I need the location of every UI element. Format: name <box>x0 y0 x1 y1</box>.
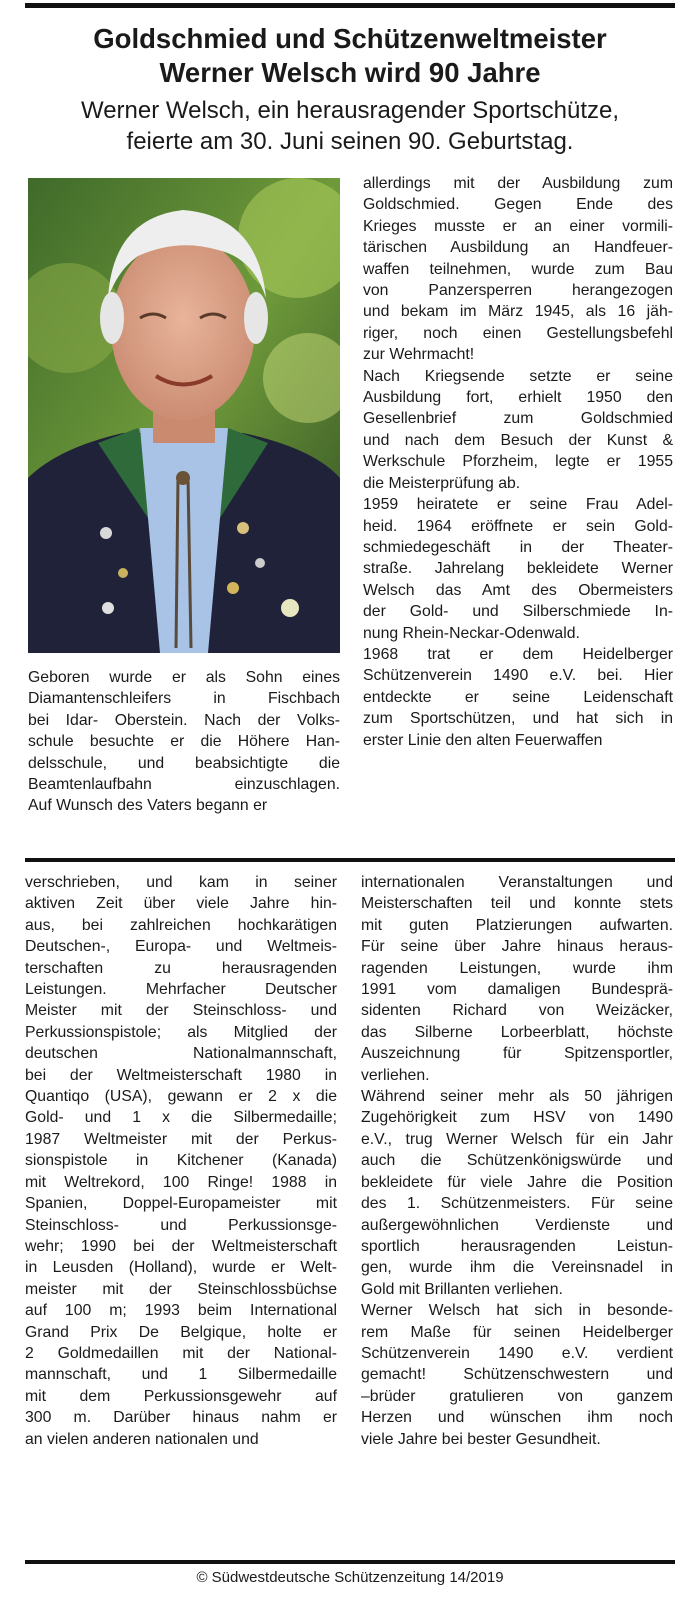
text-line: gen, wurde ihm die Vereinsnadel in <box>361 1259 673 1277</box>
text-line: Steinschloss- und Perkussionsge- <box>25 1216 337 1234</box>
text-line: die Meisterprüfung ab. <box>363 474 521 492</box>
subtitle-line-2: feierte am 30. Juni seinen 90. Geburtstag. <box>126 128 574 155</box>
text-line: Beamtenlaufbahn einzuschlagen. <box>28 776 340 794</box>
text-line: Gesellenbrief zum Goldschmied <box>363 410 673 428</box>
text-line: außergewöhnlichen Verdienste und <box>361 1216 673 1234</box>
text-line: bei Idar- Oberstein. Nach der Volks- <box>28 711 340 729</box>
text-line: Nach Kriegsende setzte er seine <box>363 367 673 385</box>
text-line: sidenten Richard von Weizäcker, <box>361 1002 673 1020</box>
subtitle-line-1: Werner Welsch, ein herausragender Sportschütze, <box>80 97 620 124</box>
text-line: viele Jahre bei bester Gesundheit. <box>361 1430 601 1448</box>
text-line: des 1. Schützenmeisters. Für seine <box>361 1195 673 1213</box>
text-line: Welsch das Amt des Obermeisters <box>363 581 673 599</box>
text-line: straße. Jahrelang bekleidete Werner <box>363 560 673 578</box>
column-1 <box>28 667 340 817</box>
text-line: ragenden Leistungen, wurde ihm <box>361 959 673 977</box>
article-title <box>25 22 675 90</box>
text-line: wehr; 1990 bei der Weltmeisterschaft <box>25 1237 337 1255</box>
text-line: Gold mit Brillanten verliehen. <box>361 1280 563 1298</box>
text-line: Schützenverein 1490 e.V. verdient <box>361 1344 673 1362</box>
text-line: Quantiqo (USA), gewann er 2 x die <box>25 1088 337 1106</box>
text-line: aktiven Zeit über viele Jahre hin- <box>25 895 337 913</box>
text-line: rem Maße für seinen Heidelberger <box>361 1323 673 1341</box>
text-line: der Gold- und Silberschmiede In- <box>363 603 673 621</box>
article-subtitle <box>25 95 675 157</box>
text-line: Schützenverein 1490 e.V. bei. Hier <box>363 667 673 685</box>
text-line: von Panzersperren herangezogen <box>363 282 673 300</box>
top-rule <box>25 3 675 8</box>
text-line: 1987 Weltmeister mit der Perkus- <box>25 1130 337 1148</box>
text-line: bei der Weltmeisterschaft 1980 in <box>25 1066 337 1084</box>
text-line: Spanien, Doppel-Europameister mit <box>25 1195 337 1213</box>
text-line: an vielen anderen nationalen und <box>25 1430 259 1448</box>
text-line: Geboren wurde er als Sohn eines <box>28 669 340 686</box>
text-line: erster Linie den alten Feuerwaffen <box>363 731 603 749</box>
text-line: und nach dem Besuch der Kunst & <box>363 431 673 449</box>
text-line: mit dem Perkussionsgewehr auf <box>25 1387 337 1405</box>
text-line: 2 Goldmedaillen mit der National- <box>25 1344 337 1362</box>
text-line: delsschule, und beabsichtigte die <box>28 754 340 772</box>
text-line: auf 100 m; 1993 beim International <box>25 1302 337 1320</box>
text-line: Auszeichnung für Spitzensportler, <box>361 1045 673 1063</box>
text-line: Diamantenschleifers in Fischbach <box>28 690 340 708</box>
text-line: Herzen und wünschen ihm noch <box>361 1409 673 1427</box>
text-line: Perkussionspistole; als Mitglied der <box>25 1023 337 1041</box>
column-4 <box>361 872 673 1450</box>
text-line: zur Wehrmacht! <box>363 346 475 364</box>
text-line: und bekam im März 1945, als 16 jäh- <box>363 303 673 321</box>
section-divider <box>25 858 675 862</box>
text-line: Auf Wunsch des Vaters begann er <box>28 797 268 815</box>
text-line: bekleidete für viele Jahre die Position <box>361 1173 673 1191</box>
text-line: verliehen. <box>361 1066 430 1084</box>
text-line: das Silberne Lorbeerblatt, höchste <box>361 1023 673 1041</box>
column-2 <box>363 173 673 751</box>
text-line: mannschaft, und 1 Silbermedaille <box>25 1366 337 1384</box>
text-line: allerdings mit der Ausbildung zum <box>363 175 673 192</box>
text-line: 300 m. Darüber hinaus nahm er <box>25 1409 337 1427</box>
title-line-1: Goldschmied und Schützenweltmeister <box>93 23 607 54</box>
text-line: meister mit der Steinschlossbüchse <box>25 1280 337 1298</box>
text-line: mit Weltrekord, 100 Ringe! 1988 in <box>25 1173 337 1191</box>
text-line: Meisterschaften teil und konnte stets <box>361 895 673 913</box>
text-line: Während seiner mehr als 50 jährigen <box>361 1088 673 1106</box>
column-3 <box>25 872 337 1450</box>
text-line: Krieges musste er an einer vormili- <box>363 217 673 235</box>
text-line: Gold- und 1 x die Silbermedaille; <box>25 1109 337 1127</box>
text-line: Ausbildung fort, erhielt 1950 den <box>363 389 673 407</box>
title-line-2: Werner Welsch wird 90 Jahre <box>159 57 541 88</box>
text-line: in Leusden (Holland), wurde er Welt- <box>25 1259 337 1277</box>
text-line: heid. 1964 eröffnete er sein Gold- <box>363 517 673 535</box>
text-line: verschrieben, und kam in seiner <box>25 874 337 891</box>
text-line: deutschen Nationalmannschaft, <box>25 1045 337 1063</box>
text-line: nung Rhein-Neckar-Odenwald. <box>363 624 580 642</box>
text-line: gemacht! Schützenschwestern und <box>361 1366 673 1384</box>
text-line: Deutschen-, Europa- und Weltmeis- <box>25 938 337 956</box>
text-line: Werner Welsch hat sich in besonde- <box>361 1302 673 1320</box>
text-line: 1991 vom damaligen Bundesprä- <box>361 981 673 999</box>
portrait-photo <box>28 178 340 653</box>
text-line: Grand Prix De Belgique, holte er <box>25 1323 337 1341</box>
text-line: sionspistole in Kitchener (Kanada) <box>25 1152 337 1170</box>
text-line: Goldschmied. Gegen Ende des <box>363 196 673 214</box>
text-line: aus, bei zahlreichen hochkarätigen <box>25 916 337 934</box>
text-line: sportlich herausragenden Leistun- <box>361 1237 673 1255</box>
text-line: 1968 trat er dem Heidelberger <box>363 645 673 663</box>
text-line: Werkschule Pforzheim, legte er 1955 <box>363 453 673 471</box>
text-line: Meister mit der Steinschloss- und <box>25 1002 337 1020</box>
text-line: internationalen Veranstaltungen und <box>361 874 673 891</box>
text-line: Für seine über Jahre hinaus heraus- <box>361 938 673 956</box>
text-line: mit guten Platzierungen aufwarten. <box>361 916 673 934</box>
text-line: –brüder gratulieren von ganzem <box>361 1387 673 1405</box>
text-line: auch die Schützenkönigswürde und <box>361 1152 673 1170</box>
text-line: 1959 heiratete er seine Frau Adel- <box>363 496 673 514</box>
text-line: zum Sportschützen, und hat sich in <box>363 710 673 728</box>
text-line: Zugehörigkeit zum HSV von 1490 <box>361 1109 673 1127</box>
text-line: entdeckte er seine Leidenschaft <box>363 688 673 706</box>
text-line: waffen teilnehmen, wurde zum Bau <box>363 260 673 278</box>
text-line: schule besuchte er die Höhere Han- <box>28 733 340 751</box>
bottom-rule <box>25 1560 675 1564</box>
text-line: e.V., trug Werner Welsch für ein Jahr <box>361 1130 673 1148</box>
text-line: terschaften zu herausragenden <box>25 959 337 977</box>
text-line: schmiedegeschäft in der Theater- <box>363 538 673 556</box>
footer-credit: © Südwestdeutsche Schützenzeitung 14/2019 <box>196 1569 504 1586</box>
text-line: riger, noch einen Gestellungsbefehl <box>363 324 673 342</box>
text-line: Leistungen. Mehrfacher Deutscher <box>25 981 337 999</box>
text-line: tärischen Ausbildung an Handfeuer- <box>363 239 673 257</box>
